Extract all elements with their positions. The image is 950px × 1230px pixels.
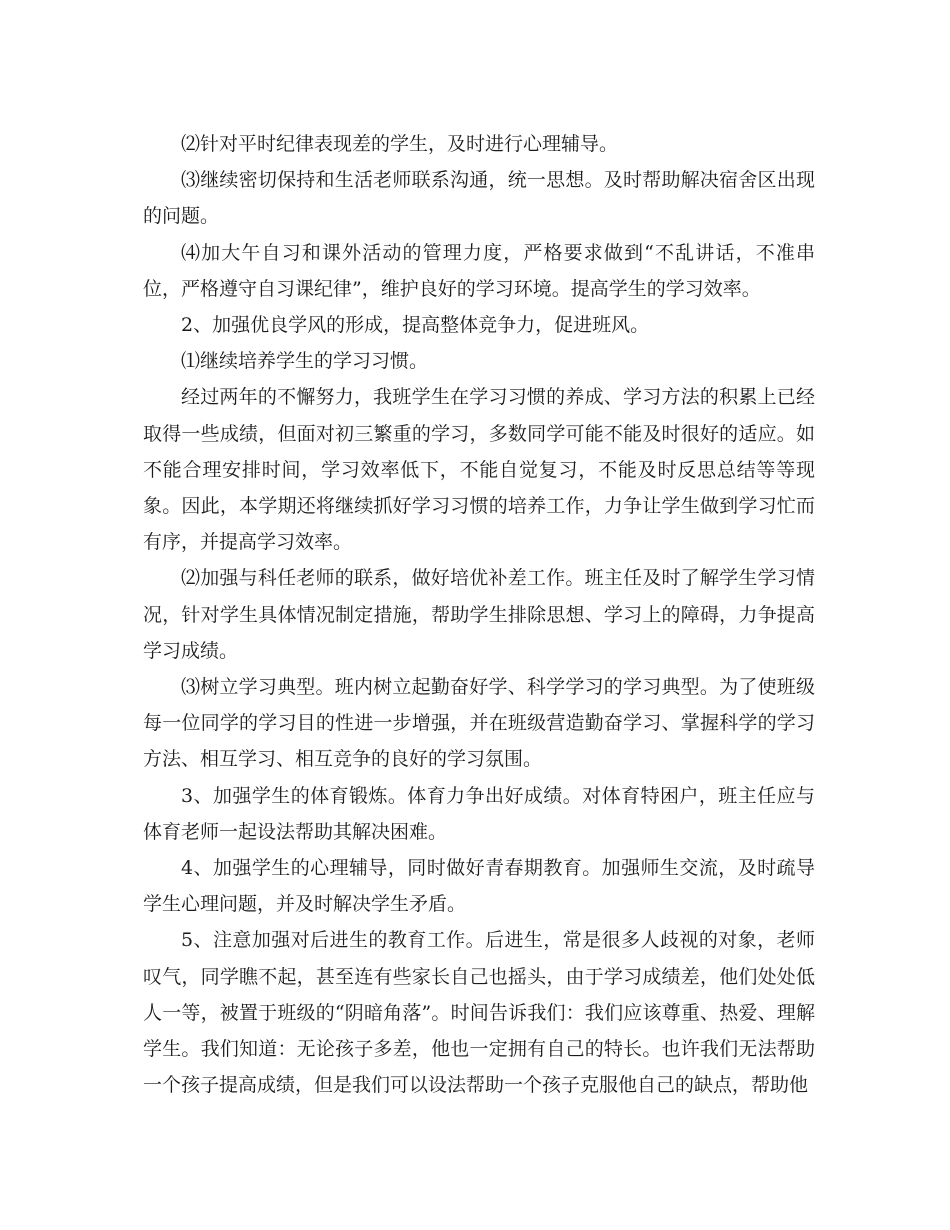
paragraph-self-study-management: ⑷加大午自习和课外活动的管理力度，严格要求做到“不乱讲话，不准串位，严格遵守自习课纪律”，维护良好的学习环境。提高学生的学习效率。 [143, 241, 815, 300]
paragraph-study-models: ⑶树立学习典型。班内树立起勤奋好学、科学学习的学习典型。为了使班级每一位同学的学习目的性进一步增强，并在班级营造勤奋学习、掌握科学的学习方法、相互学习、相互竞争的良好的学习氛围。 [143, 676, 815, 771]
paragraph-study-style-heading: 2、加强优良学风的形成，提高整体竞争力，促进班风。 [181, 314, 650, 337]
paragraph-underachiever-education: 5、注意加强对后进生的教育工作。后进生，常是很多人歧视的对象，老师叹气，同学瞧不起，甚至连有些家长自己也摇头，由于学习成绩差，他们处处低人一等，被置于班级的“阴暗角落”。时间告诉我们：我们应该尊重、热爱、理解学生。我们知道：无论孩子多差，他也一定拥有自己的特长。也许我们无法帮助一个孩子提高成绩，但是我们可以设法帮助一个孩子克服他自己的缺点，帮助他 [143, 929, 815, 1097]
paragraph-physical-training: 3、加强学生的体育锻炼。体育力争出好成绩。对体育特困户，班主任应与体育老师一起设法帮助其解决困难。 [143, 784, 815, 843]
paragraph-teacher-liaison: ⑵加强与科任老师的联系，做好培优补差工作。班主任及时了解学生学习情况，针对学生具体情况制定措施，帮助学生排除思想、学习上的障碍，力争提高学习成绩。 [143, 567, 815, 662]
paragraph-psychological-counseling: 4、加强学生的心理辅导，同时做好青春期教育。加强师生交流，及时疏导学生心理问题，并及时解决学生矛盾。 [143, 857, 815, 916]
paragraph-study-habits-detail: 经过两年的不懈努力，我班学生在学习习惯的养成、学习方法的积累上已经取得一些成绩，但面对初三繁重的学习，多数同学可能不能及时很好的适应。如不能合理安排时间，学习效率低下，不能自觉复习，不能及时反思总结等等现象。因此，本学期还将继续抓好学习习惯的培养工作，力争让学生做到学习忙而有序，并提高学习效率。 [143, 386, 815, 554]
paragraph-dorm-teacher-contact: ⑶继续密切保持和生活老师联系沟通，统一思想。及时帮助解决宿舍区出现的问题。 [143, 169, 815, 228]
paragraph-study-habits: ⑴继续培养学生的学习习惯。 [181, 350, 429, 373]
document-body [143, 126, 815, 1103]
paragraph-discipline-counseling: ⑵针对平时纪律表现差的学生，及时进行心理辅导。 [181, 133, 619, 155]
